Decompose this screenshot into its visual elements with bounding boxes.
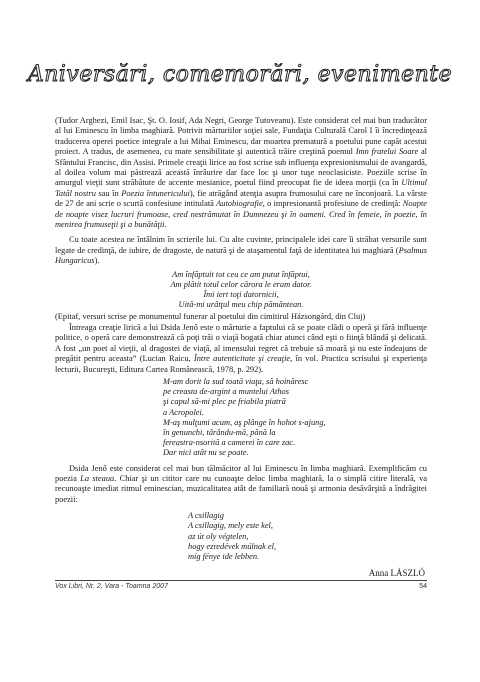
- verse-line: Dar nici atât nu se poate.: [163, 448, 249, 458]
- verse-line: pe creasta de-argint a muntelui Athos: [163, 387, 289, 397]
- verse-epitaph: [55, 270, 427, 311]
- verse-line: şi capul să-mi plec pe friabila piatră: [163, 397, 286, 407]
- verse-south: [163, 377, 427, 459]
- footer-divider: [55, 580, 427, 581]
- paragraph-2: Cu toate acestea ne întâlnim în scrierile lui. Cu alte cuvinte, principalele idei care îi străbat versurile sunt legate de credinţă, de iubire, de dragoste, de natură şi de ataşamentul faţă de identitatea lui maghiară (Psalmus Hungaricus).: [55, 235, 427, 266]
- paragraph-4: Dsida Jenő este considerat cel mai bun tălmăcitor al lui Eminescu în limba maghiară. Exemplificăm cu poezia La steaua. Chiar şi un cititor care nu cunoaşte deloc limba maghiară, la o simplă citire literală, va recunoaşte imediat ritmul eminescian, muzicalitatea atât de familiară nouă şi armonia desăvârşită a îndrăgitei poezii:: [55, 463, 427, 504]
- verse-line: fereastra-nsorită a camerei în care zac.: [163, 438, 296, 448]
- verse-line: M-aş mulţumi acum, aş plânge în hohot s-ajung,: [163, 417, 326, 427]
- paragraph-3: Întreaga creaţie lirică a lui Dsida Jenő este o mărturie a faptului că se poate clădi o operă şi fără influenţe politice, o operă care demonstrează că poţi trăi o viaţă bogată chiar atunci când eşti o fiinţă blândă şi delicată. A fost „un poet al vieţii, al dragostei de viaţă, al imensului regret că trebuie să moară şi nu este îndeajuns de pregătit pentru aceasta” (Lucian Raicu, Între autenticitate şi creaţie, în vol. Practica scrisului şi experienţa lecturii, Bucureşti, Editura Cartea Românească, 1978, p. 292).: [55, 322, 427, 374]
- epitaph-note: (Epitaf, versuri scrise pe monumentul funerar al poetului din cimitirul Házsongárd, din Cluj): [55, 311, 366, 321]
- verse-line: Am plătit totul celor cărora le eram dator.: [170, 279, 312, 289]
- paragraph-1: (Tudor Arghezi, Emil Isac, Şt. O. Iosif, Ada Negri, George Tutoveanu). Este considerat cel mai bun traducător al lui Eminescu în limba maghiară. Potrivit mărturiilor soţiei sale, Fundaţia Culturală Carol I îi încredinţează traducerea operei poetice integrale a lui Mihai Eminescu, dar moartea prematură a poetului pune capăt acestui proiect. A tradus, de asemenea, cu mare sensibilitate şi autentică trăire creştină poemul Imn fratelui Soare al Sfântului Francisc, din Assisi. Primele creaţii lirice au fost scrise sub influenţa expresionismului de avangardă, al doilea volum mai păstrează această înrâurire dar face loc şi unor tuşe neoclasiciste. Poeziile scrise în amurgul vieţii sunt străbătute de accente mesianice, poetul fiind preocupat fie de ideea morţii (ca în Ultimul Tatăl nostru sau în Poezia întunericului), fie atrăgând atenţia asupra frumosului care ne înconjoară. La vârste de 27 de ani scrie o scurtă confesiune intitulată Autobiografie, o impresionantă profesiune de credinţă: Noapte de noapte visez lucruri frumoase, cred nestrămutat în Dumnezeu şi în oameni. Cred în femeie, în poezie, în menirea frumuseţii şi a bunătăţii.: [55, 116, 428, 230]
- verse-line: M-am dorit la sud toată viaţa, să hoinăresc: [163, 376, 309, 386]
- poem-line: A csillagig, mely este kel,: [188, 521, 273, 531]
- hungarian-poem: [188, 511, 427, 562]
- verse-line: Îmi iert toţi datornicii,: [203, 290, 279, 300]
- section-title: Aniversări, comemorări, evenimente: [27, 62, 453, 87]
- poem-line: az út oly végtelen,: [188, 531, 249, 541]
- journal-name: Vox Libri, Nr. 2, Vara - Toamna 2007: [55, 583, 168, 590]
- article-body: [55, 116, 427, 562]
- verse-line: în genunchi, târându-mă, până la: [163, 427, 276, 437]
- author-signature: Anna LÁSZLÓ: [368, 568, 425, 578]
- page-number: 54: [419, 583, 427, 590]
- page-footer: [55, 583, 427, 590]
- poem-line: míg fénye ide lebben.: [188, 552, 260, 561]
- verse-line: a Acropolei.: [163, 407, 204, 417]
- poem-title: A csillagig: [188, 511, 224, 521]
- poem-line: hogy ezredévek múlnak el,: [188, 541, 277, 551]
- verse-line: Am înfăptuit tot ceu ce am putut înfăptui,: [172, 269, 310, 279]
- verse-line: Uită-mi urâtţul meu chip pământean.: [178, 300, 304, 310]
